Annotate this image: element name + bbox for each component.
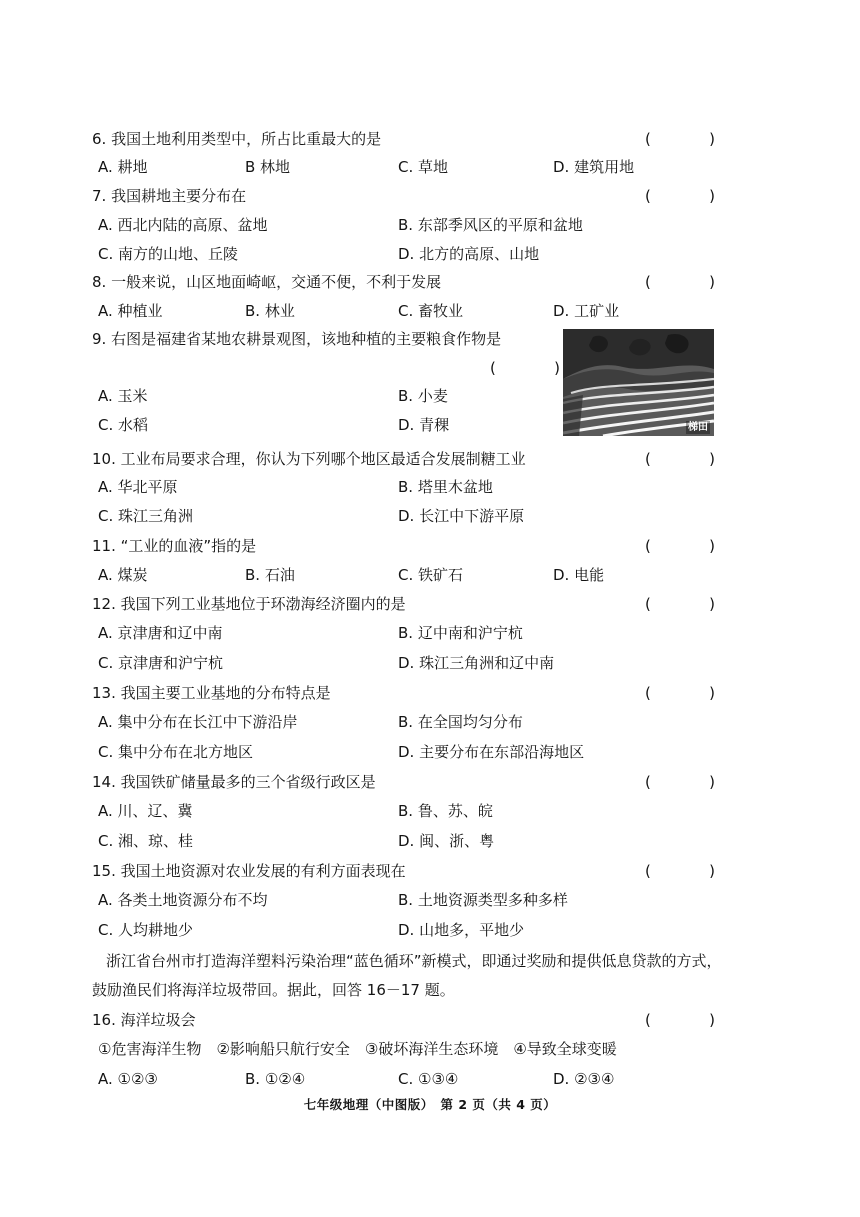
question-15-stem: 15. 我国土地资源对农业发展的有利方面表现在 [92,862,406,880]
answer-blank-7[interactable]: ( ) [645,187,715,205]
question-11-option-d[interactable]: D. 电能 [553,566,605,584]
answer-blank-11[interactable]: ( ) [645,537,715,555]
answer-blank-8[interactable]: ( ) [645,273,715,291]
answer-blank-6[interactable]: ( ) [645,130,715,148]
reading-passage [92,947,722,1005]
question-13-option-a[interactable]: A. 集中分布在长江中下游沿岸 [98,713,298,731]
answer-blank-9[interactable]: ( ) [490,359,560,377]
question-6-option-a[interactable]: A. 耕地 [98,158,148,176]
question-16-option-b[interactable]: B. ①②④ [245,1070,306,1088]
answer-blank-16[interactable]: ( ) [645,1011,715,1029]
question-6-option-c[interactable]: C. 草地 [398,158,449,176]
answer-blank-15[interactable]: ( ) [645,862,715,880]
terraced-field-illustration [563,329,714,436]
page-footer: 七年级地理（中图版） 第 2 页（共 4 页） [303,1097,557,1112]
question-6-stem: 6. 我国土地利用类型中，所占比重最大的是 [92,130,382,148]
question-10-option-c[interactable]: C. 珠江三角洲 [98,507,194,525]
question-14-option-a[interactable]: A. 川、辽、冀 [98,802,193,820]
question-8-option-b[interactable]: B. 林业 [245,302,295,320]
question-16-option-a[interactable]: A. ①②③ [98,1070,158,1088]
question-10-option-b[interactable]: B. 塔里木盆地 [398,478,493,496]
question-7-option-d[interactable]: D. 北方的高原、山地 [398,245,540,263]
question-11-option-c[interactable]: C. 铁矿石 [398,566,464,584]
question-9-stem: 9. 右图是福建省某地农耕景观图，该地种植的主要粮食作物是 [92,330,502,348]
question-15-option-d[interactable]: D. 山地多，平地少 [398,921,525,939]
question-11-option-b[interactable]: B. 石油 [245,566,295,584]
question-6-option-b[interactable]: B 林地 [245,158,291,176]
question-8-stem: 8. 一般来说，山区地面崎岖，交通不便，不利于发展 [92,273,442,291]
question-15-option-c[interactable]: C. 人均耕地少 [98,921,194,939]
question-13-stem: 13. 我国主要工业基地的分布特点是 [92,684,331,702]
question-13-option-c[interactable]: C. 集中分布在北方地区 [98,743,254,761]
reading-passage-text: 浙江省台州市打造海洋塑料污染治理“蓝色循环”新模式，即通过奖励和提供低息贷款的方式，鼓励渔民们将海洋垃圾带回。据此，回答 16－17 题。 [92,952,722,999]
answer-blank-12[interactable]: ( ) [645,595,715,613]
question-11-option-a[interactable]: A. 煤炭 [98,566,148,584]
answer-blank-10[interactable]: ( ) [645,450,715,468]
terraced-field-photo [563,329,714,436]
question-11-stem: 11. “工业的血液”指的是 [92,537,257,555]
question-12-option-a[interactable]: A. 京津唐和辽中南 [98,624,223,642]
question-8-option-c[interactable]: C. 畜牧业 [398,302,464,320]
question-7-option-a[interactable]: A. 西北内陆的高原、盆地 [98,216,268,234]
question-10-option-d[interactable]: D. 长江中下游平原 [398,507,525,525]
question-15-option-b[interactable]: B. 土地资源类型多种多样 [398,891,568,909]
question-7-stem: 7. 我国耕地主要分布在 [92,187,247,205]
question-15-option-a[interactable]: A. 各类土地资源分布不均 [98,891,268,909]
question-14-option-c[interactable]: C. 湘、琼、桂 [98,832,194,850]
question-7-option-b[interactable]: B. 东部季风区的平原和盆地 [398,216,583,234]
question-14-option-d[interactable]: D. 闽、浙、粤 [398,832,495,850]
question-6-option-d[interactable]: D. 建筑用地 [553,158,635,176]
question-12-stem: 12. 我国下列工业基地位于环渤海经济圈内的是 [92,595,406,613]
question-12-option-b[interactable]: B. 辽中南和沪宁杭 [398,624,523,642]
question-10-stem: 10. 工业布局要求合理，你认为下列哪个地区最适合发展制糖工业 [92,450,526,468]
question-10-option-a[interactable]: A. 华北平原 [98,478,178,496]
question-9-option-a[interactable]: A. 玉米 [98,387,148,405]
photo-caption: 梯田 [688,422,708,433]
question-9-option-c[interactable]: C. 水稻 [98,416,149,434]
question-13-option-b[interactable]: B. 在全国均匀分布 [398,713,523,731]
question-14-option-b[interactable]: B. 鲁、苏、皖 [398,802,493,820]
question-16-option-d[interactable]: D. ②③④ [553,1070,615,1088]
question-8-option-d[interactable]: D. 工矿业 [553,302,620,320]
question-7-option-c[interactable]: C. 南方的山地、丘陵 [98,245,239,263]
question-14-stem: 14. 我国铁矿储量最多的三个省级行政区是 [92,773,376,791]
question-16-statements: ①危害海洋生物 ②影响船只航行安全 ③破坏海洋生态环境 ④导致全球变暖 [98,1040,617,1058]
question-9-option-b[interactable]: B. 小麦 [398,387,448,405]
question-12-option-c[interactable]: C. 京津唐和沪宁杭 [98,654,224,672]
question-16-option-c[interactable]: C. ①③④ [398,1070,459,1088]
question-13-option-d[interactable]: D. 主要分布在东部沿海地区 [398,743,585,761]
question-8-option-a[interactable]: A. 种植业 [98,302,163,320]
answer-blank-13[interactable]: ( ) [645,684,715,702]
question-9-option-d[interactable]: D. 青稞 [398,416,450,434]
question-12-option-d[interactable]: D. 珠江三角洲和辽中南 [398,654,555,672]
answer-blank-14[interactable]: ( ) [645,773,715,791]
question-16-stem: 16. 海洋垃圾会 [92,1011,196,1029]
